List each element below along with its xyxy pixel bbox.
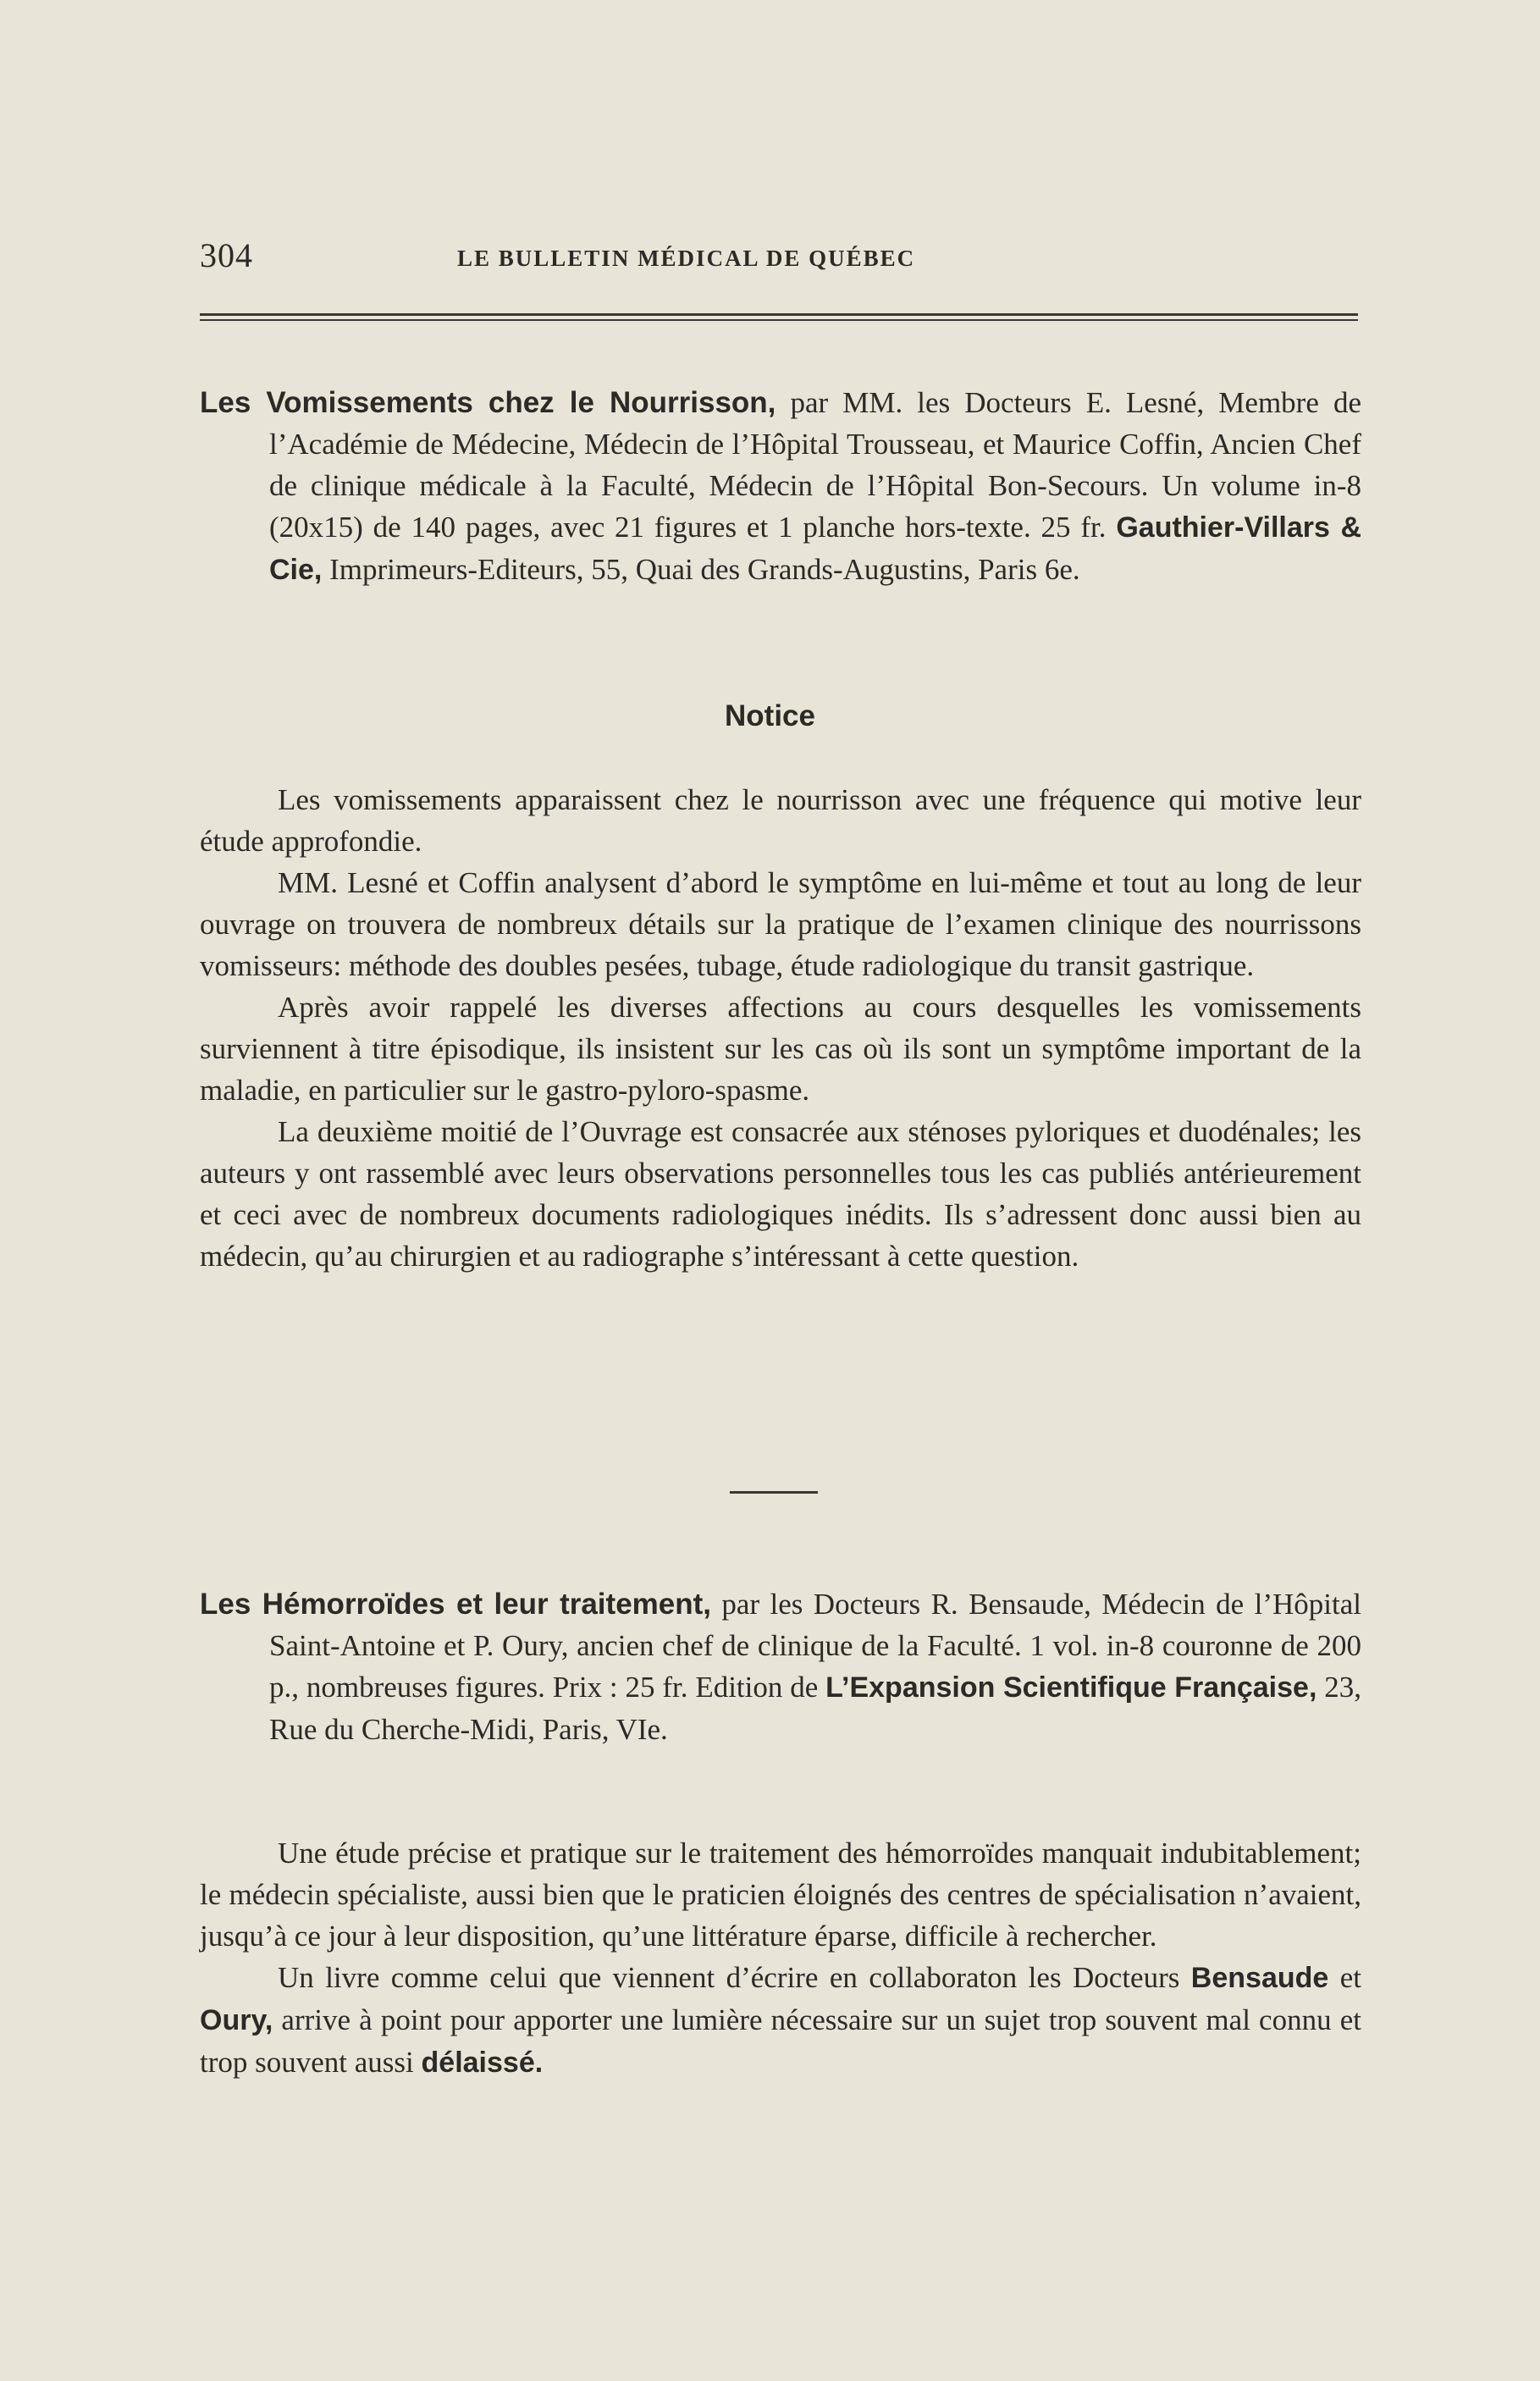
review-2-body [200,1832,1361,2084]
review-2-p2-end: arrive à point pour apporter une lumière nécessaire sur un sujet trop souvent mal connu et trop souvent aussi [200,2003,1361,2079]
page-number: 304 [200,236,253,274]
review-2-p2-start: Un livre comme celui que viennent d’écrire en collaboraton les Docteurs [278,1961,1191,1994]
review-2-address: 23, Rue du Cherche-Midi, Paris, VIe. [269,1671,1362,1746]
review-1-paragraph-4: La deuxième moitié de l’Ouvrage est consacrée aux sténoses pyloriques et duodénales; les auteurs y ont rassemblé avec leurs observations personnelles tous les cas publiés antérieurement et ceci avec de nombreux documents radiologiques inédits. Ils s’adressent donc aussi bien au médecin, qu’au chirurgien et au radiographe s’intéressant à cette question. [200,1115,1361,1273]
review-1-address: Imprimeurs-Editeurs, 55, Quai des Grands-Augustins, Paris 6e. [322,553,1080,586]
section-separator-rule [730,1491,818,1494]
review-1-citation [200,382,1361,591]
review-2-citation-text [200,1583,1361,1750]
review-2-citation [200,1583,1361,1750]
review-1-paragraph-3: Après avoir rappelé les diverses affections au cours desquelles les vomissements surviennent à titre épisodique, ils insistent sur les cas où ils sont un symptôme important de la maladie, en particulier sur le gastro-pyloro-spasme. [200,991,1361,1107]
review-1-citation-text [200,382,1361,591]
review-1-byline: par MM. les Docteurs E. Lesné, Membre de l’Académie de Médecine, Médecin de l’Hôpital Trousseau, et Maurice Coffin, Ancien Chef de clinique médicale à la Faculté, Médecin de l’Hôpital Bon-Secours. Un volume in-8 (20x15) de 140 pages, avec 21 figures et 1 planche hors-texte. 25 fr. [269,386,1361,544]
review-1-body [200,779,1361,1277]
review-2-byline: par les Docteurs R. Bensaude, Médecin de l’Hôpital Saint-Antoine et P. Oury, ancien chef de clinique de la Faculté. 1 vol. in-8 couronne de 200 p., nombreuses figures. Prix : 25 fr. Edition de [269,1588,1361,1704]
review-2-title: Les Hémorroïdes et leur traitement, [200,1588,711,1621]
review-2-p2-last: délaissé. [421,2047,544,2079]
running-head: LE BULLETIN MÉDICAL DE QUÉBEC [457,246,916,271]
header-double-rule [200,313,1358,321]
review-2-author-oury: Oury, [200,2004,273,2036]
review-2-publisher: L’Expansion Scientifique Française, [825,1671,1317,1704]
review-1-paragraph-2: MM. Lesné et Coffin analysent d’abord le symptôme en lui-même et tout au long de leur ouvrage on trouvera de nombreux détails sur la pratique de l’examen clinique des nourrissons vomisseurs: méthode des doubles pesées, tubage, étude radiologique du transit gastrique. [200,866,1361,982]
review-2-paragraph-2 [200,1957,1361,2084]
review-1-title: Les Vomissements chez le Nourrisson, [200,386,776,419]
review-1-paragraph-1: Les vomissements apparaissent chez le nourrisson avec une fréquence qui motive leur étude approfondie. [200,783,1361,858]
review-2-author-bensaude: Bensaude [1190,1962,1329,1994]
review-2-p2-mid: et [1328,1961,1361,1994]
review-1-publisher: Gauthier-Villars & Cie, [269,511,1362,586]
review-2-paragraph-1: Une étude précise et pratique sur le traitement des hémorroïdes manquait indubitablement; le médecin spécialiste, aussi bien que le praticien éloignés des centres de spécialisation n’avaient, jusqu’à ce jour à leur disposition, qu’une littérature éparse, difficile à rechercher. [200,1837,1361,1953]
notice-heading: Notice [725,699,815,732]
